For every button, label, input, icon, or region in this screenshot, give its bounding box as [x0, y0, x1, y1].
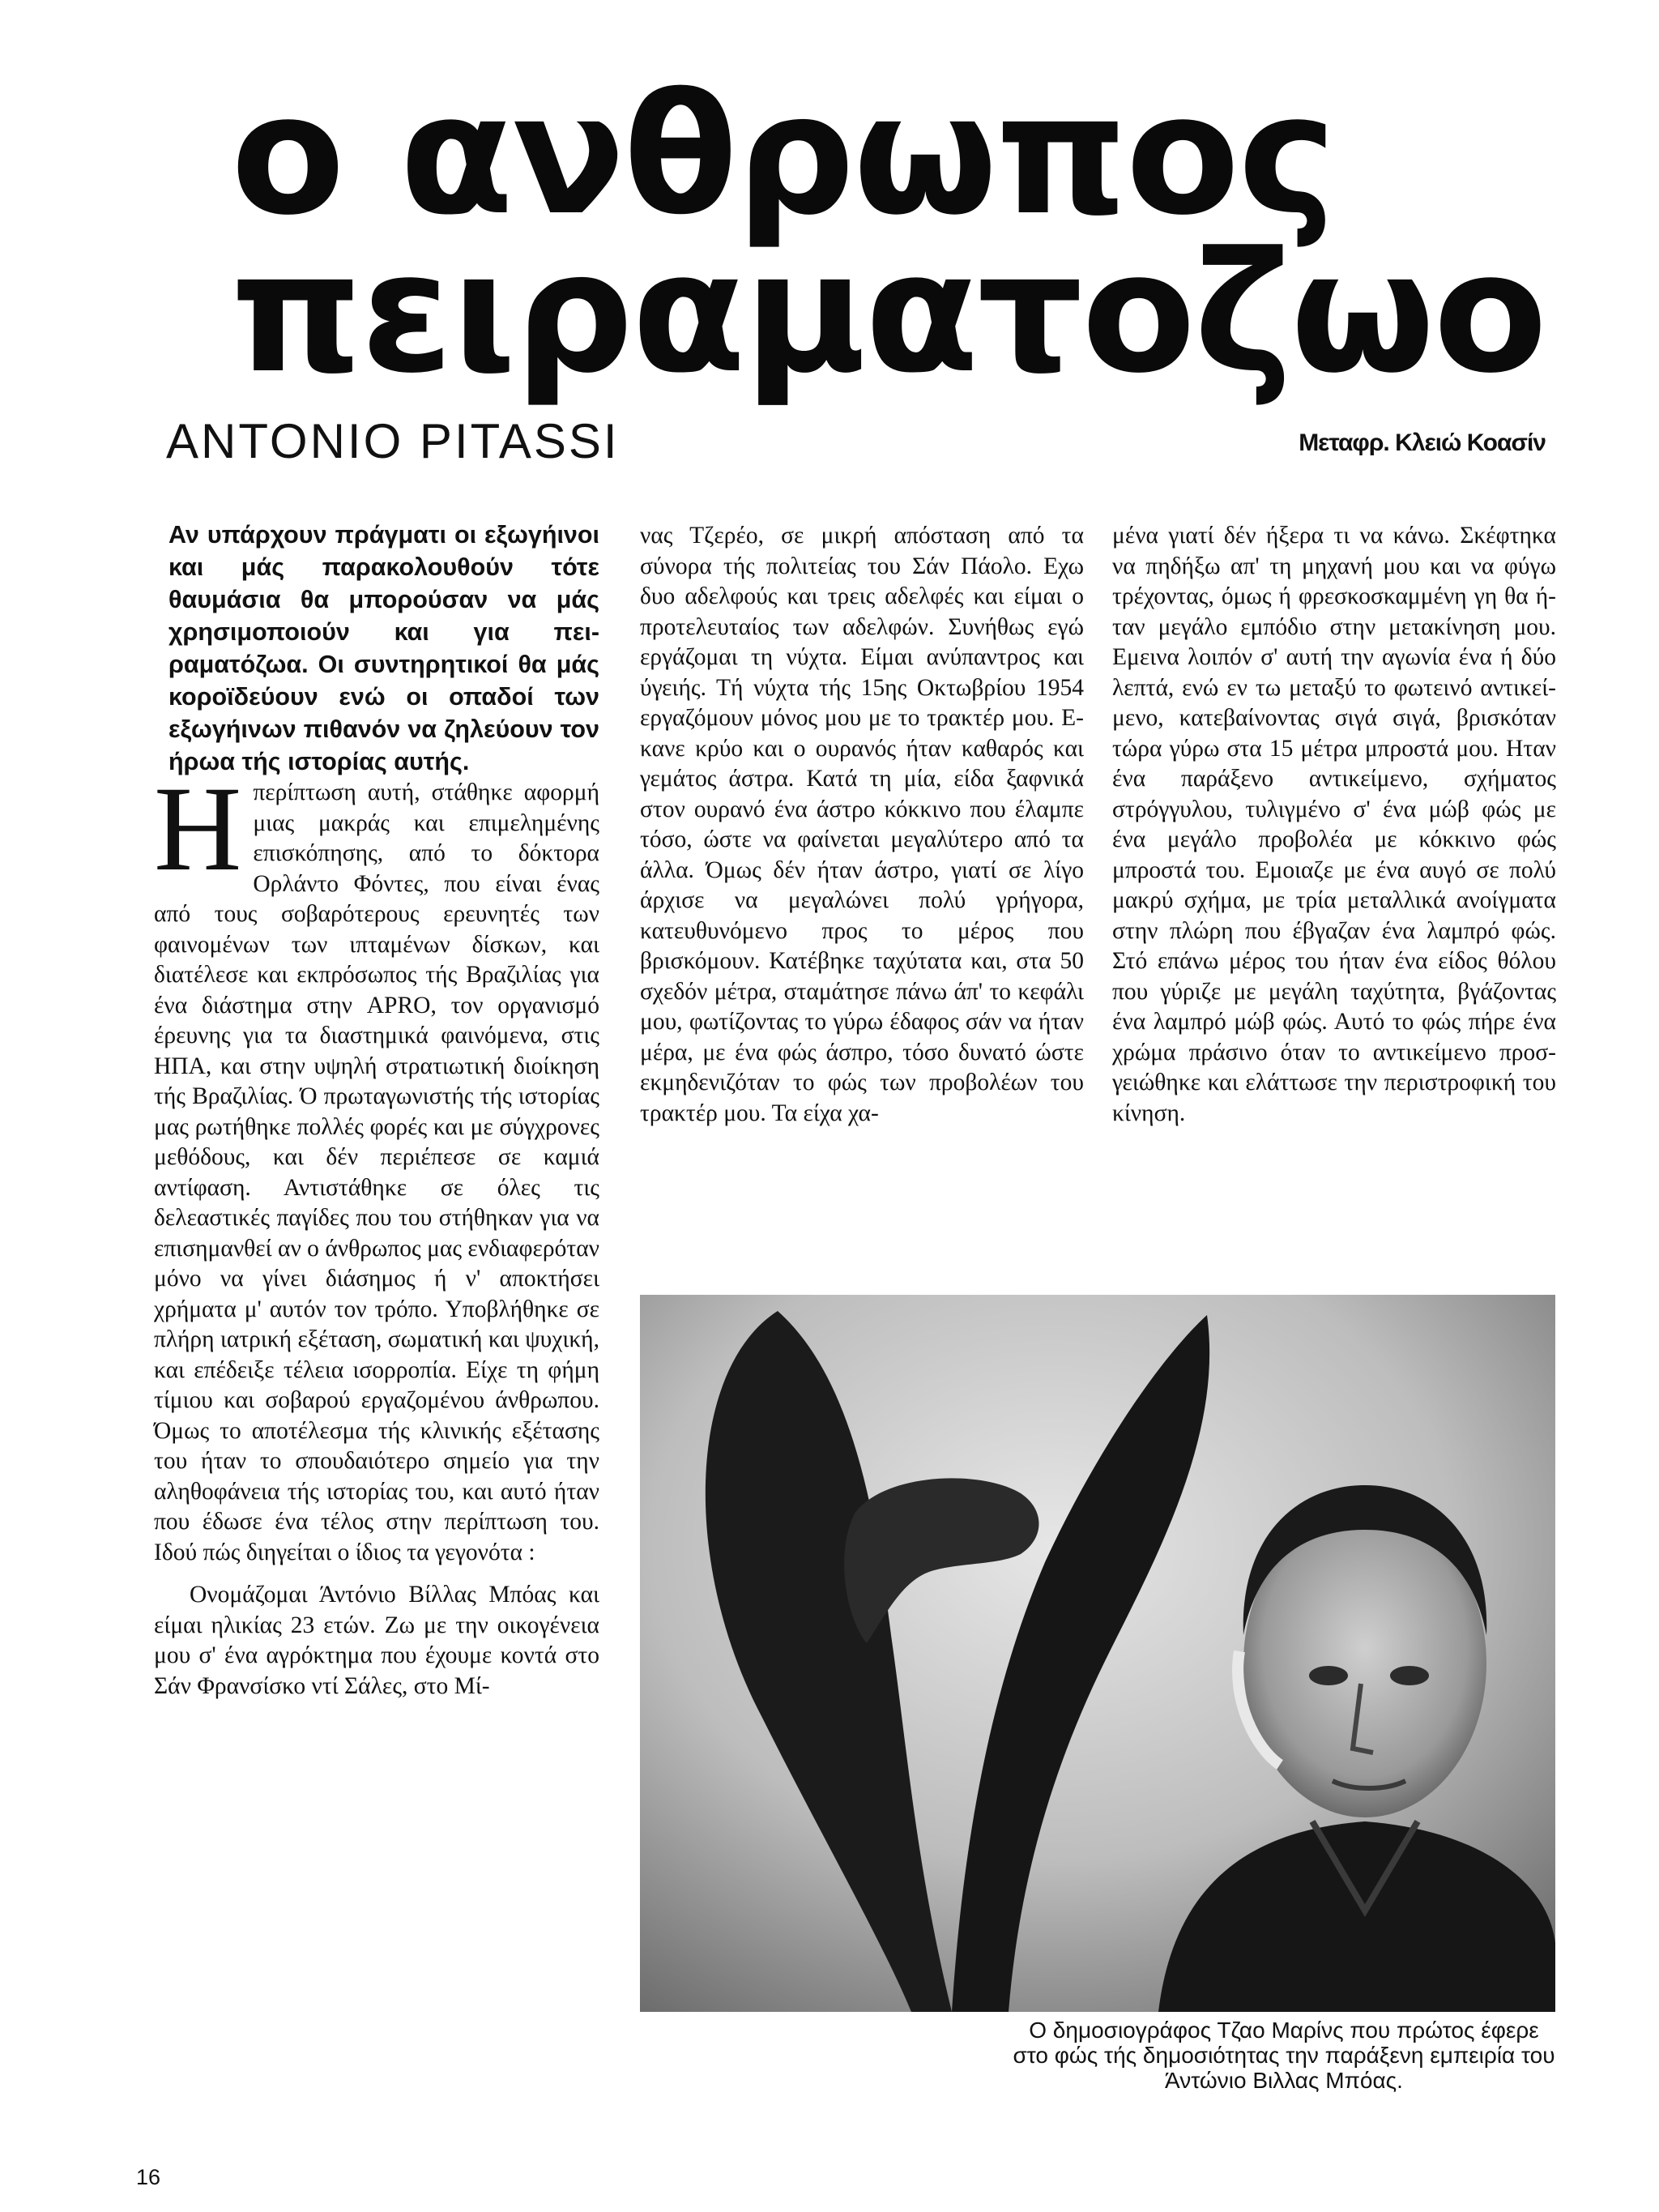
- photo-illustration: [640, 1295, 1555, 2012]
- photo-caption: Ο δημοσιογράφος Τζαο Μαρίνς που πρώτος έφερε στο φώς τής δημοσιότητας την παράξενη εμπειρία του Άντώνιο Βιλλας Μπόας.: [1013, 2018, 1555, 2093]
- text-column-3: [1112, 521, 1556, 1129]
- drop-cap: Η: [154, 762, 242, 896]
- title-line-1: ο ανθρωπος: [231, 59, 1335, 252]
- body-paragraph-3: νας Τζερέο, σε μικρή απόσταση από τα σύνορα τής πολιτείας του Σάν Πάολο. Εχω δυο αδελφούς και τρεις αδελφές και είμαι ο προτελευταίος των αδελφών. Συνήθως εγώ εργάζομαι τη νύχτα. Είμαι ανύπαντρος και ύγειής. Τή νύχτα τής 15ης Οκτωβρίου 1954 εργαζόμουν μόνος μου με το τρακτέρ μου. Εκανε κρύο και ο ουρανός ήταν καθαρός και γεμάτος άστρα. Κατά τη μία, είδα ξαφνικά στον ουρανό ένα άστρο κόκκινο που έλαμπε τόσο, ώστε να φαίνεται μεγαλύτερο από τα άλλα. Όμως δέν ήταν άστρο, γιατί σε λίγο άρχισε να μεγαλώνει πολύ γρήγορα, κατευθυνόμενο προς το μέρος που βρισκόμουν. Κατέβηκε ταχύτατα και, στα 50 σχεδόν μέτρα, σταμάτησε πάνω άπ' το κεφάλι μου, φωτίζοντας το γύρω έδαφος σάν να ήταν μέρα, με ένα φώς άσπρο, τόσο δυνατό ώστε εκμηδενιζόταν το φώς των προβολέων του τρακτέρ μου. Τα είχα χα-: [640, 523, 1084, 1126]
- author-name: ANTONIO PITASSI: [166, 414, 620, 468]
- lead-paragraph: Αν υπάρχουν πράγματι οι εξωγήινοι και μάς παρακολουθούν τότε θαυμάσια θα μπορούσαν να μάς χρησιμοποιούν και για πειραματόζωα. Οι συντηρητικοί θα μάς κοροϊδεύουν ενώ οι οπαδοί των εξωγήινων πιθανόν να ζηλεύουν τον ήρωα τής ιστορίας αυτής.: [168, 521, 599, 775]
- article-photo: [640, 1295, 1555, 2012]
- body-paragraph-4: μένα γιατί δέν ήξερα τι να κάνω. Σκέφτηκα να πηδήξω απ' τη μηχανή μου και να φύγω τρέχοντας, όμως ή φρεσκοσκαμμένη γη θα ήταν μεγάλο εμπόδιο στην μετακίνηση μου. Εμεινα λοιπόν σ' αυτή την αγωνία ένα ή δύο λεπτά, ενώ εν τω μεταξύ το φωτεινό αντικείμενο, κατεβαίνοντας σιγά σιγά, βρισκόταν τώρα γύρω στα 15 μέτρα μπροστά μου. Ηταν ένα παράξενο αντικείμενο, σχήματος στρόγγυλου, τυλιγμένο σ' ένα μώβ φώς με ένα μεγάλο προβολέα με κόκκινο φώς μπροστά του. Εμοιαζε με ένα αυγό σε πολύ μακρύ σχήμα, με τρία μεταλλικά ανοίγματα στην πλώρη που έβγαζαν ένα λαμπρό φώς. Στό επάνω μέρος του ήταν ένα είδος θόλου που γύριζε με μεγάλη ταχύτητα, βγάζοντας ένα λαμπρό μώβ φώς. Αυτό το φώς πήρε ένα χρώμα πράσινο όταν το αντικείμενο προσγειώθηκε και ελάττωσε την περιστροφική του κίνηση.: [1112, 523, 1556, 1126]
- translator-credit: Μεταφρ. Κλειώ Κοασίν: [1299, 429, 1546, 456]
- body-paragraph-1-text: περίπτωση αυτή, στάθηκε αφορμή μιας μακράς και επιμελημένης επισκόπησης, από το δόκτορα Ορλάντο Φόντες, που είναι ένας από τους σοβαρότερους ερευνητές των φαινομένων των ιπταμένων δίσκων, και διατέλεσε και εκπρόσωπος τής Βραζιλίας για ένα διάστημα στην APRO, τον οργανισμό έρευνης για τα διαστημικά φαινόμενα, στις ΗΠΑ, και στην υψηλή στρατιωτική διοίκηση τής Βραζιλίας. Ό πρωταγωνιστής τής ιστορίας μας ρωτήθηκε πολλές φορές και με σύγχρονες μεθόδους, και δέν περιέπεσε σε καμιά αντίφαση. Αντιστάθηκε σε όλες τις δελεαστικές παγίδες που του στήθηκαν για να επισημανθεί αν ο άνθρωπος μας ενδιαφερόταν μόνο να γίνει διάσημος ή ν' αποκτήσει χρήματα μ' αυτόν τον τρόπο. Υποβλήθηκε σε πλήρη ιατρική εξέταση, σωματική και ψυχική, και επέδειξε τέλεια ισορροπία. Είχε τη φήμη τίμιου και σοβαρού εργαζομένου άνθρωπου. Όμως το αποτέλεσμα τής κλινικής εξέτασης του ήταν το σπουδαιότερο σημείο για την αληθοφάνεια τής ιστορίας του, και αυτό ήταν που έδωσε ένα τέλος στην περίπτωση του. Ιδού πώς διηγείται ο ίδιος τα γεγονότα :: [154, 779, 599, 1565]
- page-number: 16: [136, 2165, 161, 2189]
- text-column-1: [154, 519, 599, 1702]
- body-paragraph-1: [154, 762, 599, 1568]
- text-column-2: [640, 521, 1084, 1129]
- body-paragraph-2: Ονομάζομαι Άντόνιο Βίλλας Μπόας και είμαι ηλικίας 23 ετών. Ζω με την οικογένεια μου σ' ένα αγρόκτημα που έχουμε κοντά στο Σάν Φρανσίσκο ντί Σάλες, στο Μί-: [154, 1582, 599, 1699]
- title-line-2: πειραματοζωο: [231, 217, 1546, 410]
- article-title: [231, 59, 1608, 410]
